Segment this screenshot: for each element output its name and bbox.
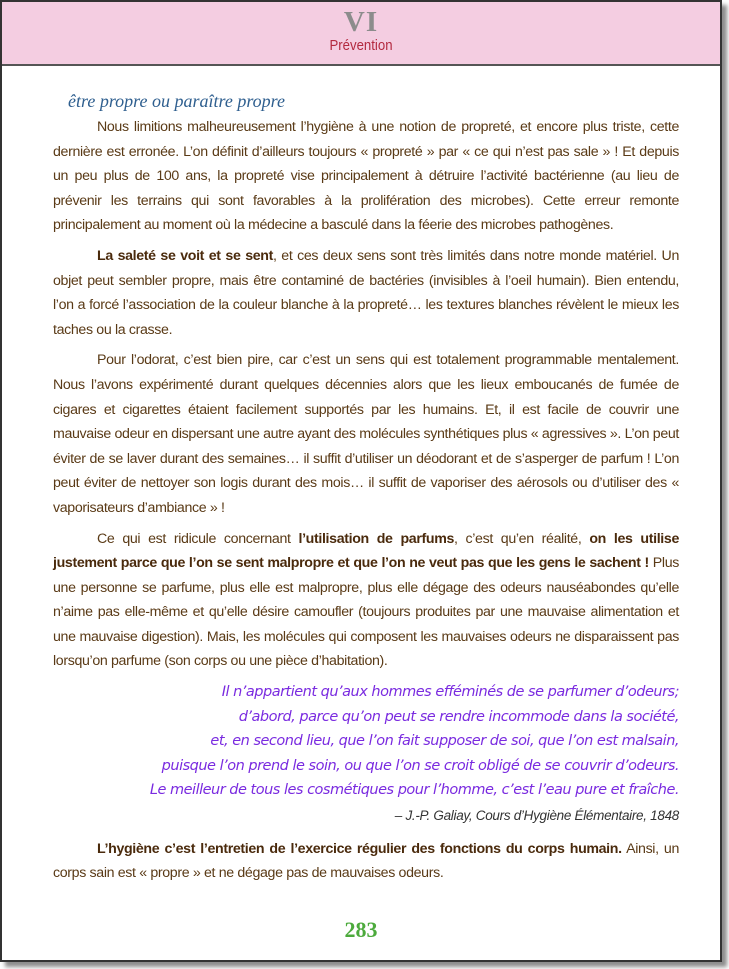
paragraph-5: [53, 837, 679, 886]
paragraph-4-text-a: Ce qui est ridicule concernant: [97, 530, 299, 547]
quote-line: et, en second lieu, que l’on fait supposer de soi, que l’on est malsain,: [210, 733, 679, 750]
section-title: être propre ou paraître propre: [68, 91, 285, 111]
page-content: [53, 90, 679, 892]
paragraph-1: Nous limitions malheureusement l’hygiène à une notion de propreté, et encore plus triste, cette dernière est erronée. L’on définit d’ailleurs toujours « propreté » par « ce qui n’est pas sale » ! Et depuis un peu plus de 100 ans, la propreté vise principalement à détruire l’activité bactérienne (au lieu de prévenir les terrains qui sont favorables à la prolifération des microbes). Cette erreur remonte principalement au moment où la médecine a basculé dans la féerie des microbes pathogènes.: [53, 119, 679, 234]
quote-line: puisque l’on prend le soin, ou que l’on se croit obligé de se couvrir d’odeurs.: [161, 757, 679, 774]
paragraph-5-text: Ainsi, un corps sain est « propre » et ne dégage pas de mauvaises odeurs.: [53, 840, 679, 882]
historical-quote: [53, 680, 679, 803]
paragraph-3: Pour l’odorat, c’est bien pire, car c’est un sens qui est totalement programmable mentalement. Nous l’avons expérimenté durant quelques décennies alors que les lieux emboucanés de fumée de cigares et cigarettes étaient facilement supportés par les humains. Et, il est facile de couvrir une mauvaise odeur en dispersant une autre ayant des molécules synthétiques plus « agressives ». L’on peut éviter de se laver durant des semaines… il suffit d’utiliser un déodorant et de s’asperger de parfum ! L’on peut éviter de nettoyer son logis durant des mois… il suffit de vaporiser des aérosols ou d’utiliser des « vaporisateurs d’ambiance » !: [53, 352, 680, 516]
paragraph-4-text-c: Plus une personne se parfume, plus elle est malpropre, plus elle dégage des odeurs nauséabondes qu’elle n’aime pas elle-même et qu’elle désire camoufler (toujours produites par une mauvaise alimentation et une mauvaise digestion). Mais, les molécules qui composent les mauvaises odeurs ne disparaissent pas lorsqu’on parfume (son corps ou une pièce d’habitation).: [53, 555, 679, 670]
paragraph-2-emphasis: La saleté se voit et se sent: [97, 247, 273, 264]
paragraph-2-text: , et ces deux sens sont très limités dans notre monde matériel. Un objet peut sembler propre, mais être contaminé de bactéries (invisibles à l’oeil humain). Bien entendu, l’on a forcé l’association de la couleur blanche à la propreté… les textures blanches révèlent le mieux les taches ou la crasse.: [53, 247, 679, 338]
paragraph-4-text-b: , c’est qu’en réalité,: [454, 530, 590, 547]
chapter-number: VI: [343, 6, 379, 38]
quote-line: Le meilleur de tous les cosmétiques pour l’homme, c’est l’eau pure et fraîche.: [149, 782, 679, 799]
quote-line: d’abord, parce qu’on peut se rendre incommode dans la société,: [238, 708, 679, 725]
page-number: 283: [344, 917, 378, 942]
paragraph-4-emphasis-b: on les utilise justement parce que l’on se sent malpropre et que l’on ne veut pas que les gens le sachent !: [53, 530, 679, 572]
paragraph-5-emphasis: L’hygiène c’est l’entretien de l’exercice régulier des fonctions du corps humain.: [97, 840, 622, 857]
quote-citation: – J.-P. Galiay, Cours d’Hygiène Élémentaire, 1848: [394, 807, 679, 823]
paragraph-4-emphasis-a: l’utilisation de parfums: [298, 530, 454, 547]
quote-line: Il n’appartient qu’aux hommes efféminés de se parfumer d’odeurs;: [221, 684, 679, 701]
chapter-header: [2, 2, 720, 66]
chapter-title: Prévention: [329, 37, 393, 54]
paragraph-2: [53, 244, 679, 342]
paragraph-4: [53, 527, 679, 675]
